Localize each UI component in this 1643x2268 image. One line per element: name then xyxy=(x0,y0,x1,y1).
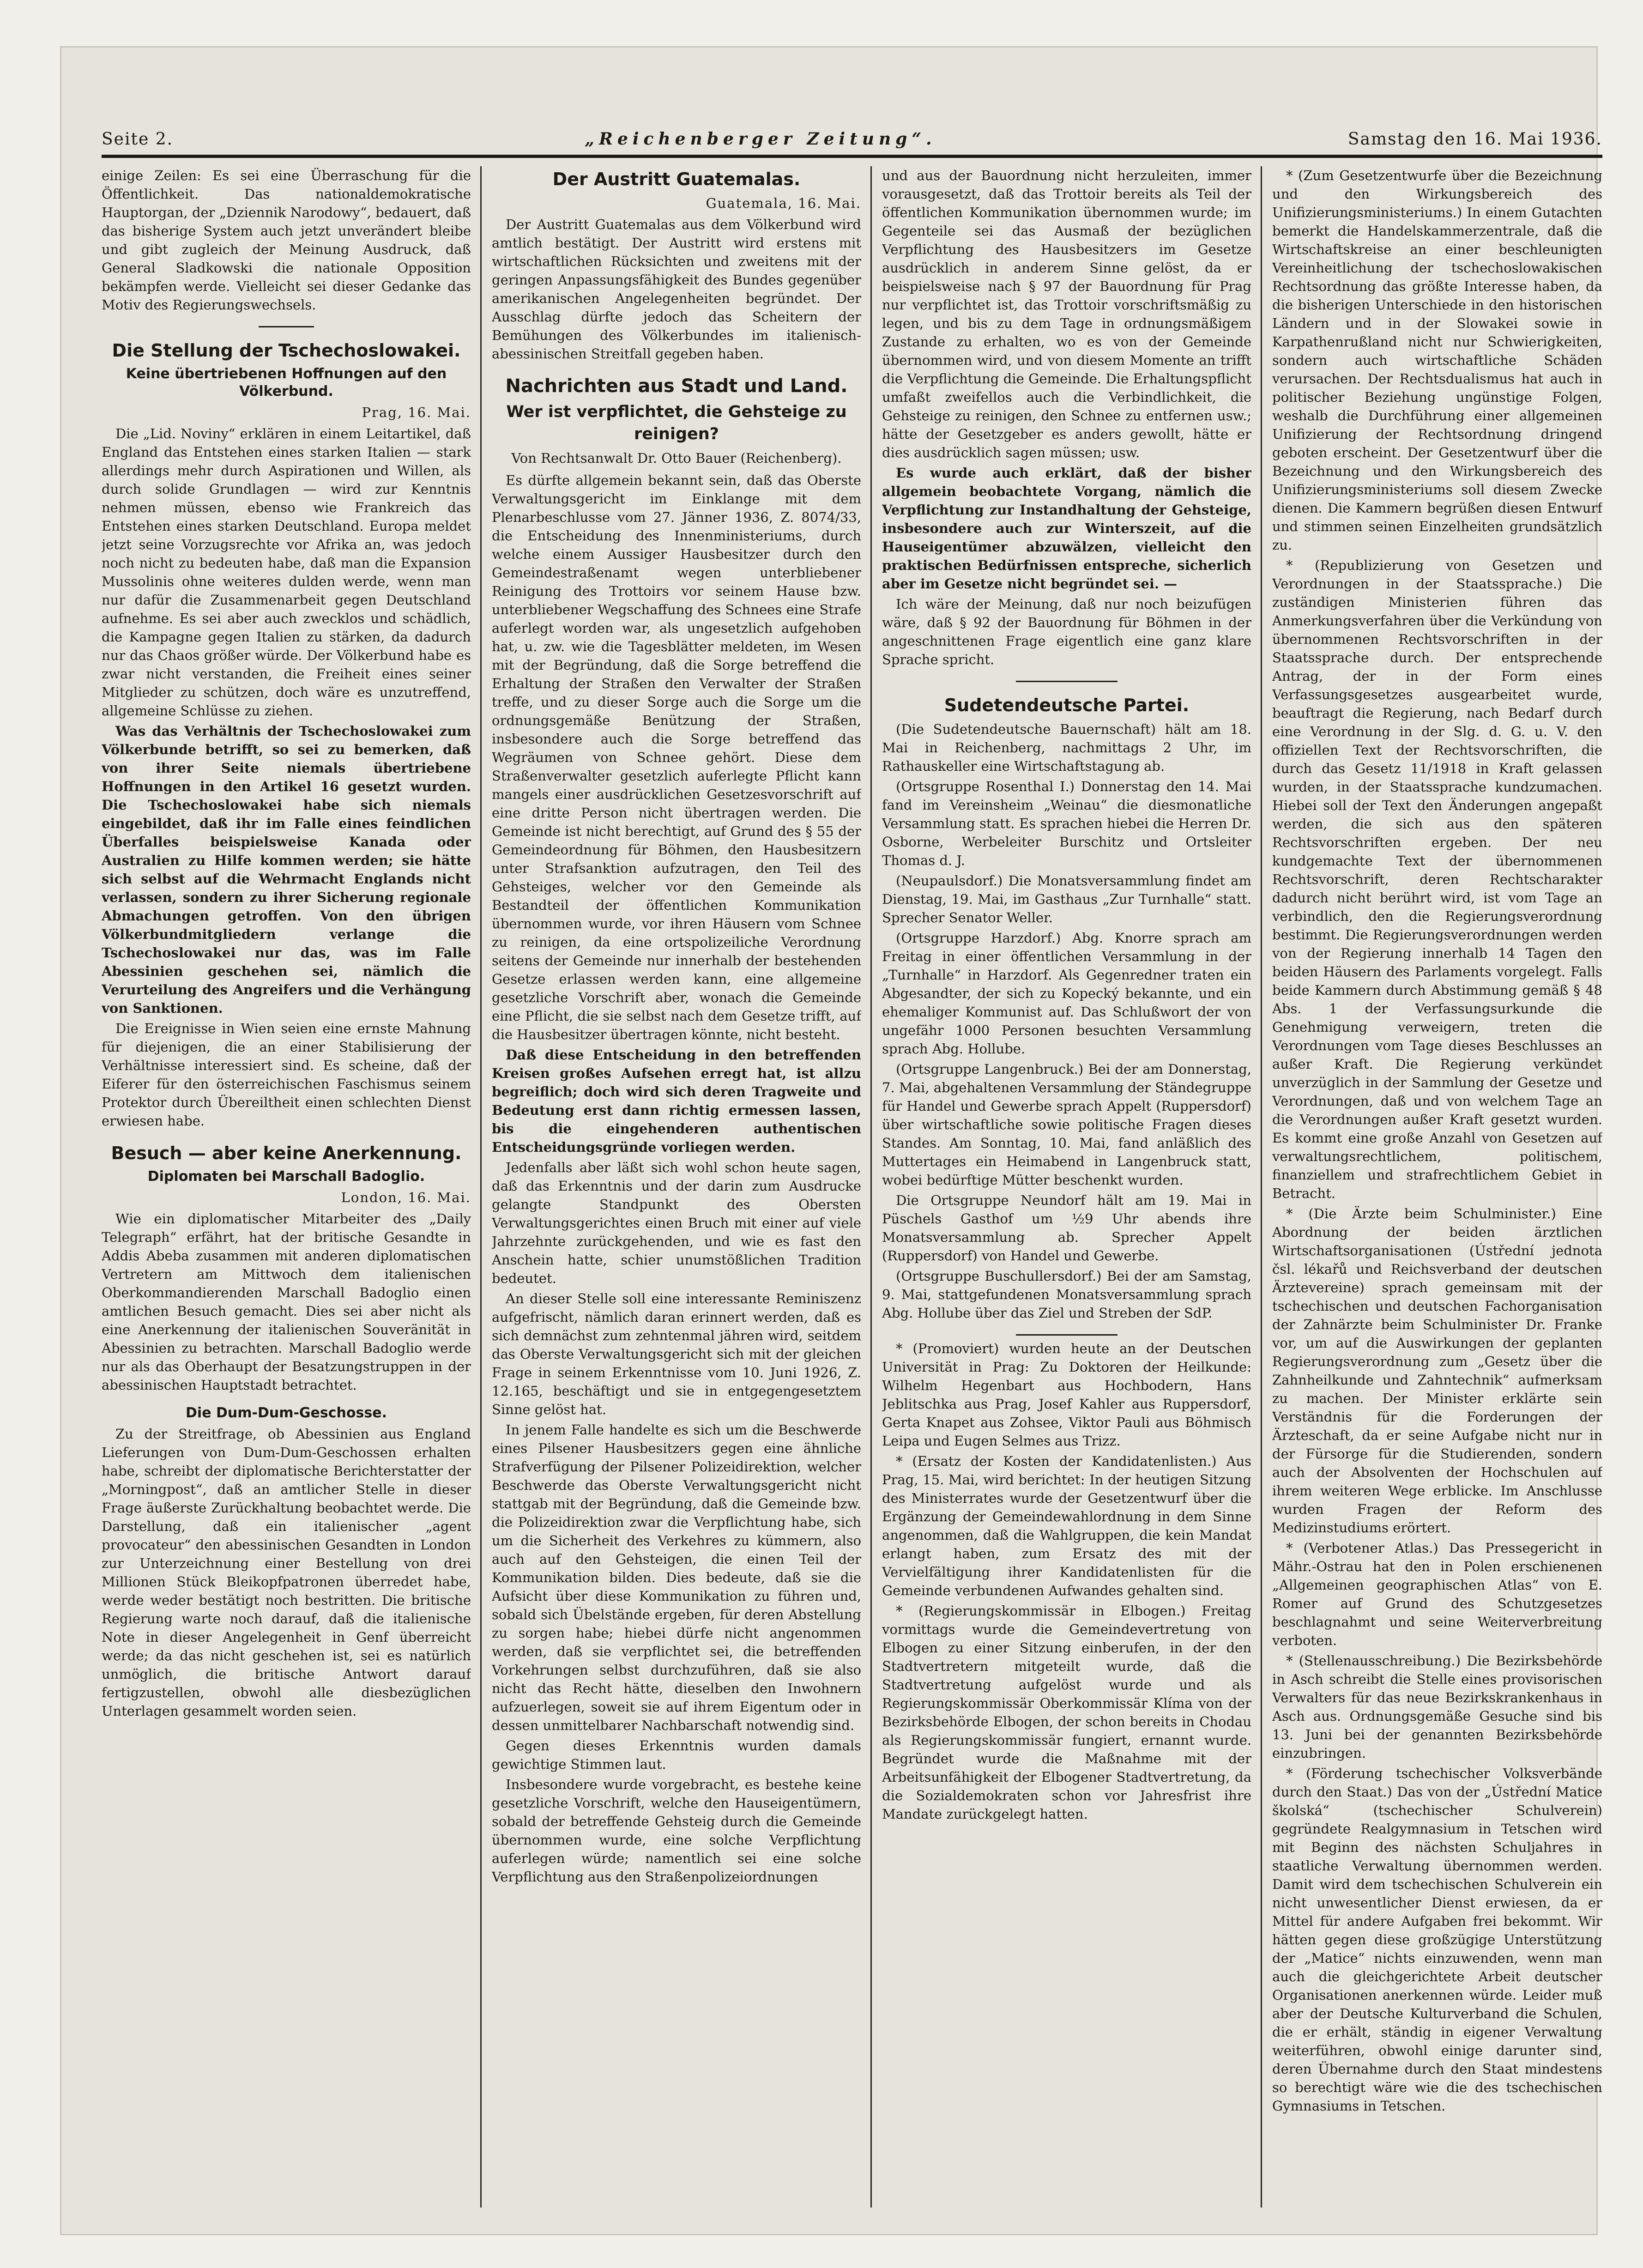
news-item: * (Die Ärzte beim Schulminister.) Eine Abordnung der beiden ärztlichen Wirtschaftsorganisationen (Ústřední jednota čsl. lékařů und Reichsverband der deutschen Ärztevereine) sprach gemeinsam mit der tschechischen und deutschen Fachorganisation der Zahnärzte beim Schulminister Dr. Franke vor, um auf die Auswirkungen der geplanten Regierungsverordnung zum „Gesetz über die Zahnheilkunde und Zahntechnik“ aufmerksam zu machen. Der Minister erklärte sein Verständnis für die Forderungen der Ärzteschaft, da er seine Aufgabe nicht nur in der Fürsorge für die Studierenden, sondern auch der Absolventen der Hochschulen auf ihrem weiteren Wege erblicke. Im Anschlusse wurden Fragen der Reform des Medizinstudiums erörtert. xyxy=(1272,1206,1602,1536)
news-item: * (Zum Gesetzentwurfe über die Bezeichnung und den Wirkungsbereich des Unifizierungsministeriums.) In einem Gutachten bemerkt die Handelskammerzentrale, daß die Wirtschaftskreise an einer beschleunigten Vereinheitlichung der tschechoslowakischen Rechtsordnung das größte Interesse haben, da die bisherigen Unterschiede in den historischen Ländern und in der Slowakei sowie in Karpathenrußland nicht nur Schwierigkeiten, sondern auch wirtschaftliche Schäden verursachen. Der Rechtsdualismus hat auch in politischer Beziehung ungünstige Folgen, weshalb die Durchführung einer allgemeinen Unifizierung der Rechtsordnung dringend geboten erscheint. Der Gesetzentwurf über die Bezeichnung und den Wirkungsbereich des Unifizierungsministeriums soll diesem Zwecke dienen. Die Kammern begrüßen diesen Entwurf und stimmen seinen Einzelheiten grundsätzlich zu. xyxy=(1272,168,1602,553)
article-headline: Die Stellung der Tschechoslowakei. xyxy=(112,340,461,361)
article-continuation: und aus der Bauordnung nicht herzuleiten, immer vorausgesetzt, daß das Trottoir bereits als Teil der öffentlichen Kommunikation übernommen wurde; im Gegenteile sei das Ausmaß der bezüglichen Verpflichtung des Hausbesitzers im Gesetze ausdrücklich in anderem Sinne gelöst, da er beispielsweise nach § 97 der Bauordnung für Prag nur verpflichtet ist, das Trottoir vorschriftsmäßig zu legen, und bis zu dem Tage in ordnungsmäßigem Zustande zu erhalten, wo es von der Gemeinde übernommen wird, und von diesem Momente an trifft die Verpflichtung die Gemeinde. Die Erhaltungspflicht umfaßt zweifellos auch die Verbindlichkeit, die Gehsteige zu reinigen, den Schnee zu entfernen usw.; hätte der Gesetzgeber es anders gewollt, hätte er dies ausdrücklich sagen müssen; usw. xyxy=(882,168,1251,460)
column-rule xyxy=(1261,166,1262,2208)
article-paragraph: Jedenfalls aber läßt sich wohl schon heute sagen, daß das Erkenntnis und der darin zum Ausdrucke gelangte Standpunkt des Obersten Verwaltungsgerichtes einen Bruch mit einer auf viele Jahrzehnte zurückgehenden, und wie es fast den Anschein hatte, schier unumstößlichen Tradition bedeutet. xyxy=(492,1160,861,1286)
article-paragraph: Daß diese Entscheidung in den betreffenden Kreisen großes Aufsehen erregt hat, ist allzu begreiflich; doch wird sich deren Tragweite und Bedeutung erst dann richtig ermessen lassen, bis die eingehenderen authentischen Entscheidungsgründe vorliegen werden. xyxy=(492,1047,861,1155)
newspaper-title: „Reichenberger Zeitung“. xyxy=(585,129,936,149)
article-dateline: Prag, 16. Mai. xyxy=(362,405,471,420)
column-rule xyxy=(480,166,482,2208)
column-1 xyxy=(102,166,471,2217)
header-rule xyxy=(102,155,1602,158)
news-item: Die Ortsgruppe Neundorf hält am 19. Mai in Püschels Gasthof um ½9 Uhr abends ihre Monatsversammlung ab. Sprecher Appelt (Ruppersdorf) von Handel und Gewerbe. xyxy=(882,1192,1251,1264)
article-separator xyxy=(1016,1334,1117,1336)
article-paragraph: Es wurde auch erklärt, daß der bisher allgemein beobachtete Vorgang, nämlich die Verpflichtung zur Instandhaltung der Gehsteige, insbesondere auch zur Winterszeit, auf die Hauseigentümer abzuwälzen, vielleicht den praktischen Bedürfnissen entspreche, sicherlich aber im Gesetze nicht begründet sei. — xyxy=(882,465,1251,592)
news-item: * (Ersatz der Kosten der Kandidatenlisten.) Aus Prag, 15. Mai, wird berichtet: In der heutigen Sitzung des Ministerrates wurde der Gesetzentwurf über die Ergänzung der Gemeindewahlordnung in dem Sinne angenommen, daß die Wahlgruppen, die kein Mandat erlangt haben, zum Ersatz des mit der Vervielfältigung ihrer Kandidatenlisten für die Gemeinde verbundenen Aufwandes gehalten sind. xyxy=(882,1453,1251,1598)
article-paragraph: Was das Verhältnis der Tschechoslowakei zum Völkerbunde betrifft, so sei zu bemerken, daß von ihrer Seite niemals übertriebene Hoffnungen in den Artikel 16 gesetzt wurden. Die Tschechoslowakei habe sich niemals eingebildet, daß ihr im Falle eines feindlichen Überfalles beispielsweise Kanada oder Australien zu Hilfe kommen werden; sie hätte sich selbst auf die Wehrmacht Englands nicht verlassen, sondern zu ihrer Sicherung regionale Abmachungen getroffen. Von den übrigen Völkerbundmitgliedern verlange die Tschechoslowakei nur das, was im Falle Abessinien geschehen sei, nämlich die Verurteilung des Angreifers und die Verhängung von Sanktionen. xyxy=(102,723,471,1016)
news-item: (Ortsgruppe Buschullersdorf.) Bei der am Samstag, 9. Mai, stattgefundenen Monatsversammlung sprach Abg. Hollube über das Ziel und Streben der SdP. xyxy=(882,1268,1251,1321)
article-headline: Die Dum-Dum-Geschosse. xyxy=(186,1405,387,1421)
news-item: (Neupaulsdorf.) Die Monatsversammlung findet am Dienstag, 19. Mai, im Gasthaus „Zur Turnhalle“ statt. Sprecher Senator Weller. xyxy=(882,873,1251,925)
article-paragraph: Die Ereignisse in Wien seien eine ernste Mahnung für diejenigen, die an einer Stabilisierung der Verhältnisse interessiert sind. Es scheine, daß der Eiferer für den österreichischen Faschismus seinem Protektor durch Übereiltheit einen schlechten Dienst erwiesen habe. xyxy=(102,1021,471,1129)
page-header xyxy=(102,121,1602,149)
article-separator xyxy=(1016,681,1117,682)
news-item: * (Republizierung von Gesetzen und Verordnungen in der Staatssprache.) Die zuständigen Ministerien führen das Anmerkungsverfahren über die Verkündung von übernommenen Rechtsvorschriften in der Staatssprache durch. Der entsprechende Antrag, der in der Form eines Verfassungsgesetzes ausgearbeitet wurde, beauftragt die Regierung, nach Bedarf durch eine Verordnung in der Slg. d. G. u. V. den offiziellen Text der Rechtsvorschriften, die durch das Gesetz 11/1918 in Kraft gelassen wurden, in der Staatssprache kundzumachen. Hiebei soll der Text den Änderungen angepaßt werden, die sich aus den späteren Rechtsvorschriften ergeben. Der neu kundgemachte Text der übernommenen Rechtsvorschrift, deren Rechtscharakter dadurch nicht berührt wird, ist vom Tage an verbindlich, den die Regierungsverordnung bestimmt. Die Regierungsverordnungen werden von der Regierung innerhalb 14 Tagen den beiden Häusern des Parlaments vorgelegt. Falls beide Kammern durch Abstimmung gemäß § 48 Abs. 1 der Verfassungsurkunde die Genehmigung verweigern, treten die Verordnungen vom Tage dieses Beschlusses an außer Kraft. Die Regierung verkündet unverzüglich in der Sammlung der Gesetze und Verordnungen, daß und von welchem Tage an die Verordnungen außer Kraft gesetzt wurden. Es kommt eine große Anzahl von Gesetzen auf verwaltungsrechtlichem, politischem, finanziellem und strafrechtlichem Gebiet in Betracht. xyxy=(1272,557,1602,1201)
article-paragraph: Zu der Streitfrage, ob Abessinien aus England Lieferungen von Dum-Dum-Geschossen erhalten habe, schreibt der diplomatische Berichterstatter der „Morningpost“, daß an amtlicher Stelle in dieser Frage äußerste Zurückhaltung beobachtet werde. Die Darstellung, daß ein italienischer „agent provocateur“ den abessinischen Gesandten in London zur Unterzeichnung einer Bestellung von drei Millionen Stück Bleikopfpatronen überredet habe, werde weder bestätigt noch bestritten. Die britische Regierung warte noch darauf, daß die italienische Note in dieser Angelegenheit in Genf überreicht werde; da das nicht geschehen ist, sei es natürlich unmöglich, die britische Antwort darauf fertigzustellen, obwohl alle diesbezüglichen Unterlagen gesammelt worden seien. xyxy=(102,1426,471,1719)
article-dateline: Guatemala, 16. Mai. xyxy=(706,195,861,211)
column-rule xyxy=(870,166,872,2208)
news-item: (Ortsgruppe Harzdorf.) Abg. Knorre sprach am Freitag in einer öffentlichen Versammlung in der „Turnhalle“ in Harzdorf. Als Gegenredner traten ein Abgesandter, der sich zu Kopecký bekannte, und ein ehemaliger Kommunist auf. Das Schlußwort der von ungefähr 1000 Personen besuchten Versammlung sprach Abg. Hollube. xyxy=(882,930,1251,1057)
article-dateline: London, 16. Mai. xyxy=(341,1190,471,1205)
section-heading: Sudetendeutsche Partei. xyxy=(944,695,1190,715)
article-paragraph: Ich wäre der Meinung, daß nur noch beizufügen wäre, daß § 92 der Bauordnung für Böhmen in der angeschnittenen Frage eigentlich eine ganz klare Sprache spricht. xyxy=(882,596,1251,667)
article-byline: Von Rechtsanwalt Dr. Otto Bauer (Reichenberg). xyxy=(511,450,842,466)
article-paragraph: In jenem Falle handelte es sich um die Beschwerde eines Pilsener Hausbesitzers gegen eine ähnliche Strafverfügung der Pilsener Polizeidirektion, welcher Beschwerde das Oberste Verwaltungsgericht nicht stattgab mit der Begründung, daß die Gemeinde bzw. die Polizeidirektion zwar die Verpflichtung habe, sich um die Sicherheit des Verkehres zu kümmern, also auch auf den Gehsteigen, die einen Teil der Kommunikation bilden. Dies bedeute, daß sie die Aufsicht über diese Kommunikation zu führen und, sobald sich Übelstände ergeben, für deren Abstellung zu sorgen habe; hiebei dürfe nicht angenommen werden, daß sie verpflichtet sei, die betreffenden Vorkehrungen selbst durchzuführen, daß sie also nicht das Recht hätte, dieselben den Inwohnern aufzuerlegen, soweit sie auf ihrem Eigentum oder in dessen unmittelbarer Nachbarschaft notwendig sind. xyxy=(492,1422,861,1733)
article-paragraph: Gegen dieses Erkenntnis wurden damals gewichtige Stimmen laut. xyxy=(492,1738,861,1772)
article-continuation: einige Zeilen: Es sei eine Überraschung für die Öffentlichkeit. Das nationaldemokratische Hauptorgan, der „Dziennik Narodowy“, bedauert, daß das bisherige System auch jetzt unverändert bleibe und gibt zugleich der Meinung Ausdruck, daß General Sladkowski die nationale Opposition bekämpfen werde. Vielleicht sei dieser Gedanke das Motiv des Regierungswechsels. xyxy=(102,168,471,313)
article-headline: Der Austritt Guatemalas. xyxy=(552,169,801,189)
column-3 xyxy=(882,166,1251,2217)
news-item: * (Förderung tschechischer Volksverbände durch den Staat.) Das von der „Ústřední Matice školská“ (tschechischer Schulverein) gegründete Realgymnasium in Tetschen wird mit Beginn des nächsten Schuljahres in staatliche Verwaltung übernommen werden. Damit wird dem tschechischen Schulverein ein nicht unwesentlicher Dienst erwiesen, da er Mittel für andere Aufgaben frei bekommt. Wir hätten gegen diese großzügige Unterstützung der „Matice“ nichts einzuwenden, wenn man auch die gleichgerichtete Arbeit deutscher Organisationen anerkennen würde. Leider muß aber der Deutsche Kulturverband die Schulen, die er erhält, ständig in eigener Verwaltung weiterführen, obwohl einige darunter sind, deren Übernahme durch den Staat mindestens so berechtigt wäre wie die des tschechischen Gymnasiums in Tetschen. xyxy=(1272,1766,1602,2114)
article-paragraph: Es dürfte allgemein bekannt sein, daß das Oberste Verwaltungsgericht im Einklange mit dem Plenarbeschlusse vom 27. Jänner 1936, Z. 8074/33, die Entscheidung des Innenministeriums, durch welche einem Aussiger Hausbesitzer durch den Gemeindestraßenamt wegen unterbliebener Reinigung des Trottoirs vor seinem Hause bzw. unterbliebener Wegschaffung des Schnees eine Strafe auferlegt worden war, als ungesetzlich aufgehoben hat, u. zw. wie die Tagesblätter meldeten, im Wesen mit der Begründung, daß die Sorge betreffend die Erhaltung der Straßen den Verwalter der Straßen treffe, und zu dieser Sorge auch die Sorge um die ordnungsgemäße Benützung der Straßen, insbesondere auch die Sorge betreffend das Wegräumen von Schnee gehört. Diese dem Straßenverwalter gesetzlich auferlegte Pflicht kann mangels einer ausdrücklichen Gesetzesvorschrift auf eine dritte Person nicht übertragen werden. Die Gemeinde ist nicht berechtigt, auf Grund des § 55 der Gemeindeordnung für Böhmen, den Hausbesitzern unter Strafsanktion aufzutragen, den Teil des Gehsteiges, welcher vor den Gemeinde als Bestandteil der öffentlichen Kommunikation übernommen wurde, vor ihren Häusern vom Schnee zu reinigen, da eine ortspolizeiliche Verordnung seitens der Gemeinde nur innerhalb der bestehenden Gesetze erlassen werden kann, eine allgemeine gesetzliche Vorschrift aber, wonach die Gemeinde eine Pflicht, die sie selbst nach dem Gesetze trifft, auf die Hausbesitzer übertragen könnte, nicht besteht. xyxy=(492,472,861,1042)
article-subheadline: Keine übertriebenen Hoffnungen auf den Völkerbund. xyxy=(126,366,447,399)
news-item: * (Stellenausschreibung.) Die Bezirksbehörde in Asch schreibt die Stelle eines provisorischen Verwalters für das neue Bezirkskrankenhaus in Asch aus. Ordnungsgemäße Gesuche sind bis 13. Juni bei der genannten Bezirksbehörde einzubringen. xyxy=(1272,1653,1602,1761)
news-item: * (Verbotener Atlas.) Das Pressegericht in Mähr.-Ostrau hat den in Polen erschienenen „Allgemeinen geographischen Atlas“ von E. Romer auf Grund des Schutzgesetzes beschlagnahmt und seine Weiterverbreitung verboten. xyxy=(1272,1540,1602,1648)
article-paragraph: Die „Lid. Noviny“ erklären in einem Leitartikel, daß England das Entstehen eines starken Italien — stark allerdings mehr durch Aspirationen und Willen, als durch solide Grundlagen — wird zur Kenntnis nehmen müssen, ebenso wie Frankreich das Entstehen eines starken Deutschland. Europa meldet jetzt seine Vorzugsrechte vor Afrika an, was jedoch noch nicht zu bedeuten habe, daß man die Expansion Mussolinis ohne weiteres dulden werde, wenn man nur dafür die Zusammenarbeit gegen Deutschland aufnehme. Es sei aber auch zwecklos und schädlich, die Kampagne gegen Italien zu stärken, da dadurch nur das Chaos größer würde. Der Völkerbund habe es zwar nicht verstanden, die Freiheit eines seiner Mitglieder zu schützen, doch wäre es unzutreffend, allgemeine Schlüsse zu ziehen. xyxy=(102,426,471,719)
article-paragraph: Wie ein diplomatischer Mitarbeiter des „Daily Telegraph“ erfährt, hat der britische Gesandte in Addis Abeba zusammen mit anderen diplomatischen Vertretern am Mittwoch dem italienischen Oberkommandierenden Marschall Badoglio einen amtlichen Besuch gemacht. Dies sei aber nicht als eine Anerkennung der italienischen Souveränität in Abessinien zu betrachten. Marschall Badoglio werde nur als das Oberhaupt der Besatzungstruppen in der abessinischen Hauptstadt betrachtet. xyxy=(102,1211,471,1393)
column-2 xyxy=(492,166,861,2217)
article-headline: Besuch — aber keine Anerkennung. xyxy=(111,1143,462,1163)
article-paragraph: Der Austritt Guatemalas aus dem Völkerbund wird amtlich bestätigt. Der Austritt wird erstens mit wirtschaftlichen Rücksichten und zweitens mit der geringen Anpassungsfähigkeit des Bundes gegenüber amerikanischen Angelegenheiten begründet. Der Ausschlag dürfte jedoch das Scheitern der Bemühungen des Völkerbundes im italienisch-abessinischen Streitfall gegeben haben. xyxy=(492,217,861,362)
article-paragraph: Insbesondere wurde vorgebracht, es bestehe keine gesetzliche Vorschrift, welche den Hauseigentümern, sobald der betreffende Gehsteig durch die Gemeinde übernommen wurde, eine solche Verpflichtung auferlegen würde; namentlich sei eine solche Verpflichtung aus den Straßenpolizeiordnungen xyxy=(492,1777,861,1885)
page-number: Seite 2. xyxy=(102,130,174,149)
news-item: * (Regierungskommissär in Elbogen.) Freitag vormittags wurde die Gemeindevertretung von Elbogen zu einer Sitzung einberufen, in der den Stadtvertretern mitgeteilt wurde, daß die Stadtvertretung aufgelöst wurde und als Regierungskommissär Oberkommissär Klíma von der Bezirksbehörde Elbogen, der schon bereits in Chodau als Regierungskommissär fungiert, ernannt wurde. Begründet wurde die Maßnahme mit der Arbeitsunfähigkeit der Elbogener Stadtvertretung, da die Sozialdemokraten schon vor Jahresfrist ihre Mandate zurückgelegt hatten. xyxy=(882,1603,1251,1822)
article-headline: Wer ist verpflichtet, die Gehsteige zu reinigen? xyxy=(506,403,847,443)
news-item: * (Promoviert) wurden heute an der Deutschen Universität in Prag: Zu Doktoren der Heilkunde: Wilhelm Hegenbart aus Hochbodern, Hans Jeblitschka aus Prag, Josef Kahler aus Ruppersdorf, Gerta Knapet aus Zohsee, Viktor Pauli aus Böhmisch Leipa und Eugen Selmes aus Trizz. xyxy=(882,1341,1251,1449)
issue-date: Samstag den 16. Mai 1936. xyxy=(1347,130,1602,149)
news-item: (Ortsgruppe Rosenthal I.) Donnerstag den 14. Mai fand im Vereinsheim „Weinau“ die diesmonatliche Versammlung statt. Es sprachen hiebei die Herren Dr. Osborne, Werbeleiter Burschitz und Ortsleiter Thomas d. J. xyxy=(882,779,1251,868)
section-heading: Nachrichten aus Stadt und Land. xyxy=(505,375,848,397)
news-item: (Die Sudetendeutsche Bauernschaft) hält am 18. Mai in Reichenberg, nachmittags 2 Uhr, im Rathauskeller eine Wirtschaftstagung ab. xyxy=(882,721,1251,774)
column-4 xyxy=(1272,166,1602,2217)
article-subheadline: Diplomaten bei Marschall Badoglio. xyxy=(147,1168,425,1185)
article-separator xyxy=(259,326,314,327)
news-item: (Ortsgruppe Langenbruck.) Bei der am Donnerstag, 7. Mai, abgehaltenen Versammlung der Ständegruppe für Handel und Gewerbe sprach Appelt (Ruppersdorf) über wirtschaftliche sowie politische Fragen dieses Standes. Am Sonntag, 10. Mai, fand anläßlich des Muttertages ein Heimabend in Langenbruck statt, wobei bedürftige Mütter beschenkt wurden. xyxy=(882,1061,1251,1188)
article-paragraph: An dieser Stelle soll eine interessante Reminiszenz aufgefrischt, nämlich daran erinnert werden, daß es sich demnächst zum zehntenmal jähren wird, seitdem das Oberste Verwaltungsgericht sich mit der gleichen Frage in seinem Erkenntnisse vom 10. Juni 1926, Z. 12.165, beschäftigt und sie in entgegengesetztem Sinne gelöst hat. xyxy=(492,1291,861,1417)
